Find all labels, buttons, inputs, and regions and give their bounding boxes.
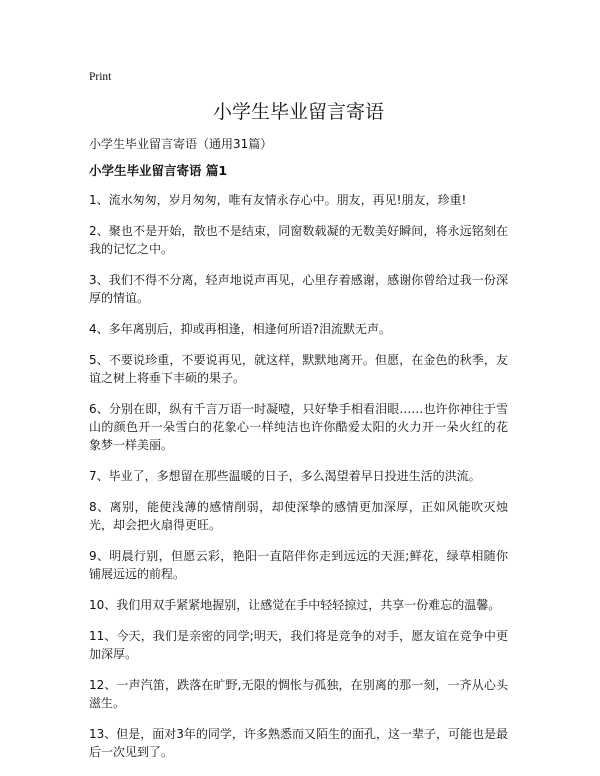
document-subtitle: 小学生毕业留言寄语（通用31篇）: [89, 137, 273, 151]
message-item-11: 11、今天，我们是亲密的同学;明天，我们将是竞争的对手，愿友谊在竞争中更加深厚。: [89, 629, 508, 661]
message-item-2: 2、聚也不是开始，散也不是结束，同窗数载凝的无数美好瞬间，将永远铭刻在我的记忆之中。: [89, 224, 508, 256]
message-list: [89, 191, 508, 761]
message-item-4: 4、多年离别后，抑或再相逢，相逢何所语?泪流默无声。: [89, 322, 392, 336]
message-item-1: 1、流水匆匆，岁月匆匆，唯有友情永存心中。朋友，再见!朋友，珍重!: [89, 193, 467, 207]
section-heading: 小学生毕业留言寄语 篇1: [89, 163, 228, 178]
message-item-6: 6、分别在即，纵有千言万语一时凝噎，只好挚手相看泪眼……也许你神往于雪山的颜色开一朵雪白的花象心一样纯洁也许你酷爱太阳的火力开一朵火红的花象梦一样美丽。: [89, 402, 508, 452]
message-item-3: 3、我们不得不分离，轻声地说声再见，心里存着感谢，感谢你曾给过我一份深厚的情谊。: [89, 273, 508, 305]
message-item-7: 7、毕业了，多想留在那些温暖的日子，多么渴望着早日投进生活的洪流。: [89, 469, 481, 483]
print-link[interactable]: Print: [89, 71, 112, 83]
message-item-9: 9、明晨行别，但愿云彩，艳阳一直陪伴你走到远远的天涯;鲜花，绿草相随你铺展远远的前程。: [89, 549, 508, 581]
message-item-8: 8、离别，能使浅薄的感情削弱，却使深挚的感情更加深厚，正如风能吹灭烛光，却会把火扇得更旺。: [89, 500, 508, 532]
page-title: 小学生毕业留言寄语: [212, 101, 384, 123]
message-item-12: 12、一声汽笛，跌落在旷野,无限的惆怅与孤独，在别离的那一刻，一齐从心头滋生。: [89, 678, 508, 710]
message-item-10: 10、我们用双手紧紧地握别，让感觉在手中轻轻掠过，共享一份难忘的温馨。: [89, 598, 501, 612]
message-item-13: 13、但是，面对3年的同学，许多熟悉而又陌生的面孔，这一辈子，可能也是最后一次见到了。: [89, 727, 508, 759]
message-item-5: 5、不要说珍重，不要说再见，就这样，默默地离开。但愿，在金色的秋季，友谊之树上将垂下丰硕的果子。: [89, 353, 508, 385]
